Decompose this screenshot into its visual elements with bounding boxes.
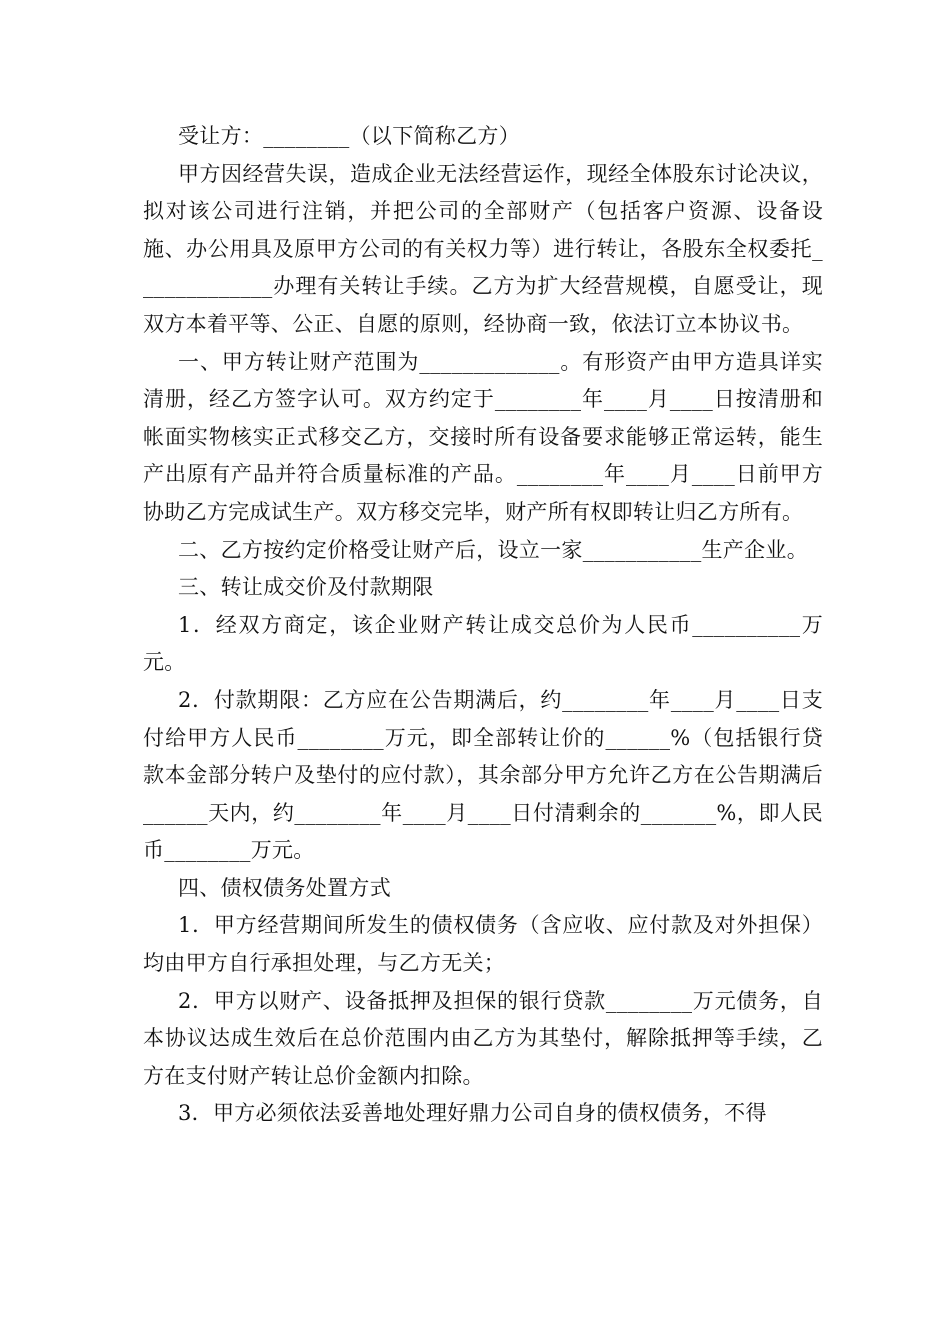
paragraph-clause-1-property-scope: 一、甲方转让财产范围为_____________。有形资产由甲方造具详实清册，经乙方签字认可。双方约定于________年____月____日按清册和帐面实物核实正式移交乙方，交接时所有设备要求能够正常运转，能生产出原有产品并符合质量标准的产品。________年____月____日前甲方协助乙方完成试生产。双方移交完毕，财产所有权即转让归乙方所有。 xyxy=(143,349,823,524)
document-body xyxy=(143,118,823,1133)
paragraph-transferee-line: 受让方：________（以下简称乙方） xyxy=(178,124,520,148)
section-heading-debt-handling: 四、债权债务处置方式 xyxy=(178,875,391,900)
paragraph-preamble: 甲方因经营失误，造成企业无法经营运作，现经全体股东讨论决议，拟对该公司进行注销，并把公司的全部财产（包括客户资源、设备设施、办公用具及原甲方公司的有关权力等）进行转让，各股东全权委托_____________办理有关转让手续。乙方为扩大经营规模，自愿受让，现双方本着平等、公正、自愿的原则，经协商一致，依法订立本协议书。 xyxy=(143,161,823,336)
paragraph-clause-4-3-company-debts: 3．甲方必须依法妥善地处理好鼎力公司自身的债权债务，不得 xyxy=(178,1101,767,1126)
paragraph-clause-4-2-bank-loans: 2．甲方以财产、设备抵押及担保的银行贷款________万元债务，自本协议达成生效后在总价范围内由乙方为其垫付，解除抵押等手续，乙方在支付财产转让总价金额内扣除。 xyxy=(143,988,823,1088)
paragraph-clause-4-1-debts: 1．甲方经营期间所发生的债权债务（含应收、应付款及对外担保）均由甲方自行承担处理，与乙方无关； xyxy=(143,913,823,976)
paragraph-clause-3-2-payment-terms: 2．付款期限：乙方应在公告期满后，约________年____月____日支付给甲方人民币________万元，即全部转让价的______%（包括银行贷款本金部分转户及垫付的应付款），其余部分甲方允许乙方在公告期满后______天内，约________年____月____日付清剩余的_______%，即人民币________万元。 xyxy=(143,687,823,863)
paragraph-clause-3-1-total-price: 1．经双方商定，该企业财产转让成交总价为人民币__________万元。 xyxy=(143,612,823,675)
paragraph-clause-2-new-enterprise: 二、乙方按约定价格受让财产后，设立一家___________生产企业。 xyxy=(178,537,808,562)
section-heading-price-and-payment: 三、转让成交价及付款期限 xyxy=(178,575,434,600)
